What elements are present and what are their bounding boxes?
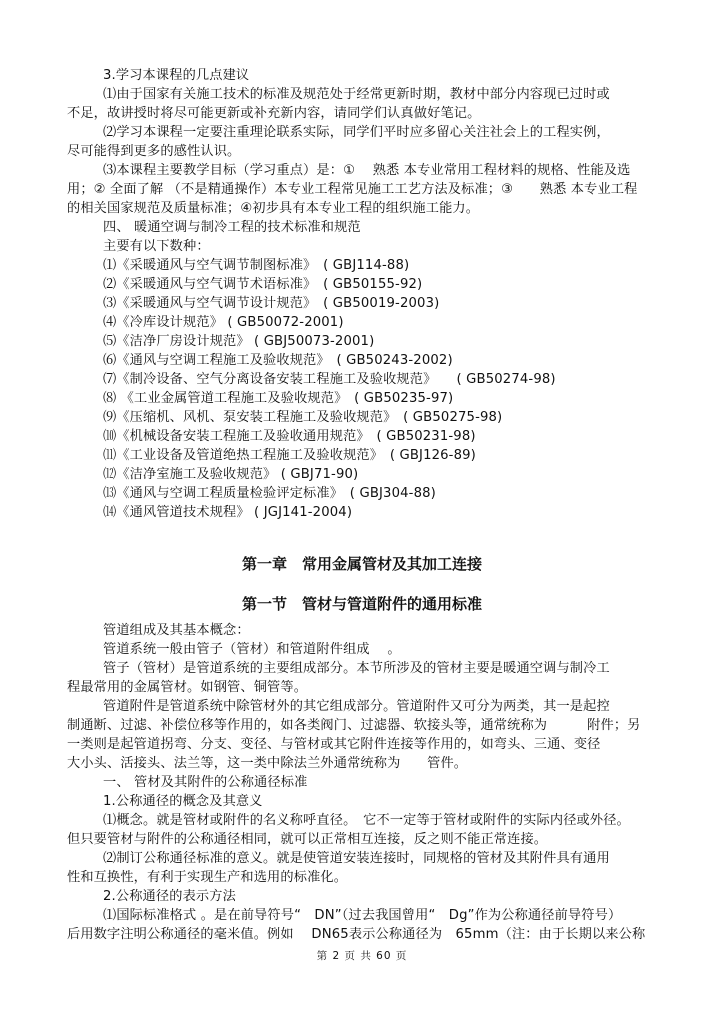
standard-item: ⑸《洁净厂房设计规范》 ( GBJ50073-2001) [103,334,375,349]
text-line: 程最常用的金属管材。如钢管、铜管等。 [67,680,308,695]
text-line: 但只要管材与附件的公称通径相同，就可以正常相互连接，反之则不能正常连接。 [67,832,548,847]
text-line: 的相关国家规范及质量标准；④初步具有本专业工程的组织施工能力。 [67,201,480,216]
text-line: 后用数字注明公称通径的毫米值。例如 DN65表示公称通径为 65mm（注：由于长期以来公称 [67,927,646,942]
text-line: ⑵学习本课程一定要注重理论联系实际，同学们平时应多留心关注社会上的工程实例， [103,125,610,140]
standard-item: ⑴《采暖通风与空气调节制图标准》 ( GBJ114-88) [103,258,410,273]
text-line: 制通断、过滤、补偿位移等作用的，如各类阀门、过滤器、软接头等，通常统称为 附件；另 [67,718,641,733]
text-line: ⑶本课程主要教学目标（学习重点）是：① 熟悉 本专业常用工程材料的规格、性能及选 [103,163,631,178]
standard-item: ⑾《工业设备及管道绝热工程施工及验收规范》 ( GBJ126-89) [103,448,476,463]
section-heading: 一、 管材及其附件的公称通径标准 [103,775,308,790]
text-line: ⑴概念。就是管材或附件的名义称呼直径。 它不一定等于管材或附件的实际内径或外径。 [103,813,630,828]
standard-item: ⑻ 《工业金属管道工程施工及验收规范》 ( GB50235-97) [103,391,454,406]
text-line: 3.学习本课程的几点建议 [103,68,250,83]
text-line: 大小头、活接头、法兰等，这一类中除法兰外通常统称为 管件。 [67,756,468,771]
standard-item: ⑷《冷库设计规范》 ( GB50072-2001) [103,315,344,330]
text-line: ⑴国际标准格式 。是在前导符号“ DN”（过去我国曾用“ Dg”作为公称通径前导符号） [103,908,622,923]
standard-item: ⑶《采暖通风与空气调节设计规范》 ( GB50019-2003) [103,296,440,311]
section-title: 第一节 管材与管道附件的通用标准 [241,595,482,613]
standard-item: ⑵《采暖通风与空气调节术语标准》 ( GB50155-92) [103,277,423,292]
text-line: 不足，故讲授时将尽可能更新或补充新内容，请同学们认真做好笔记。 [67,106,481,121]
chapter-title: 第一章 常用金属管材及其加工连接 [241,555,482,573]
text-line: ⑴由于国家有关施工技术的标准及规范处于经常更新时期，教材中部分内容现已过时或 [103,87,610,102]
text-line: 管子（管材）是管道系统的主要组成部分。本节所涉及的管材主要是暖通空调与制冷工 [103,661,610,676]
text-line: 一类则是起管道拐弯、分支、变径、与管材或其它附件连接等作用的，如弯头、三通、变径 [67,737,601,752]
text-line: 用；② 全面了解 （不是精通操作）本专业工程常见施工工艺方法及标准；③ 熟悉 本专业工程 [67,182,638,197]
page-footer: 第 2 页 共 60 页 [316,950,408,962]
section-heading: 四、 暖通空调与制冷工程的技术标准和规范 [103,220,361,235]
standard-item: ⑼《压缩机、风机、泵安装工程施工及验收规范》 ( GB50275-98) [103,410,503,425]
text-line: 尽可能得到更多的感性认识。 [67,144,241,159]
text-line: 2.公称通径的表示方法 [103,889,236,904]
standard-item: ⑺《制冷设备、空气分离设备安装工程施工及验收规范》 ( GB50274-98) [103,372,556,387]
text-line: 性和互换性，有利于实现生产和选用的标准化。 [67,870,348,885]
text-line: 主要有以下数种： [103,239,210,254]
standard-item: ⑽《机械设备安装工程施工及验收通用规范》 ( GB50231-98) [103,429,476,444]
standard-item: ⒁《通风管道技术规程》 ( JGJ141-2004) [103,505,353,520]
text-line: 管道附件是管道系统中除管材外的其它组成部分。管道附件又可分为两类，其一是起控 [103,699,610,714]
text-line: 1.公称通径的概念及其意义 [103,794,263,809]
text-line: 管道系统一般由管子（管材）和管道附件组成 。 [103,642,401,657]
text-line: 管道组成及其基本概念： [103,623,250,638]
standard-item: ⑿《洁净室施工及验收规范》 ( GBJ71-90) [103,467,359,482]
text-line: ⑵制订公称通径标准的意义。就是使管道安装连接时，同规格的管材及其附件具有通用 [103,851,610,866]
standard-item: ⒀《通风与空调工程质量检验评定标准》 ( GBJ304-88) [103,486,436,501]
standard-item: ⑹《通风与空调工程施工及验收规范》 ( GB50243-2002) [103,353,453,368]
